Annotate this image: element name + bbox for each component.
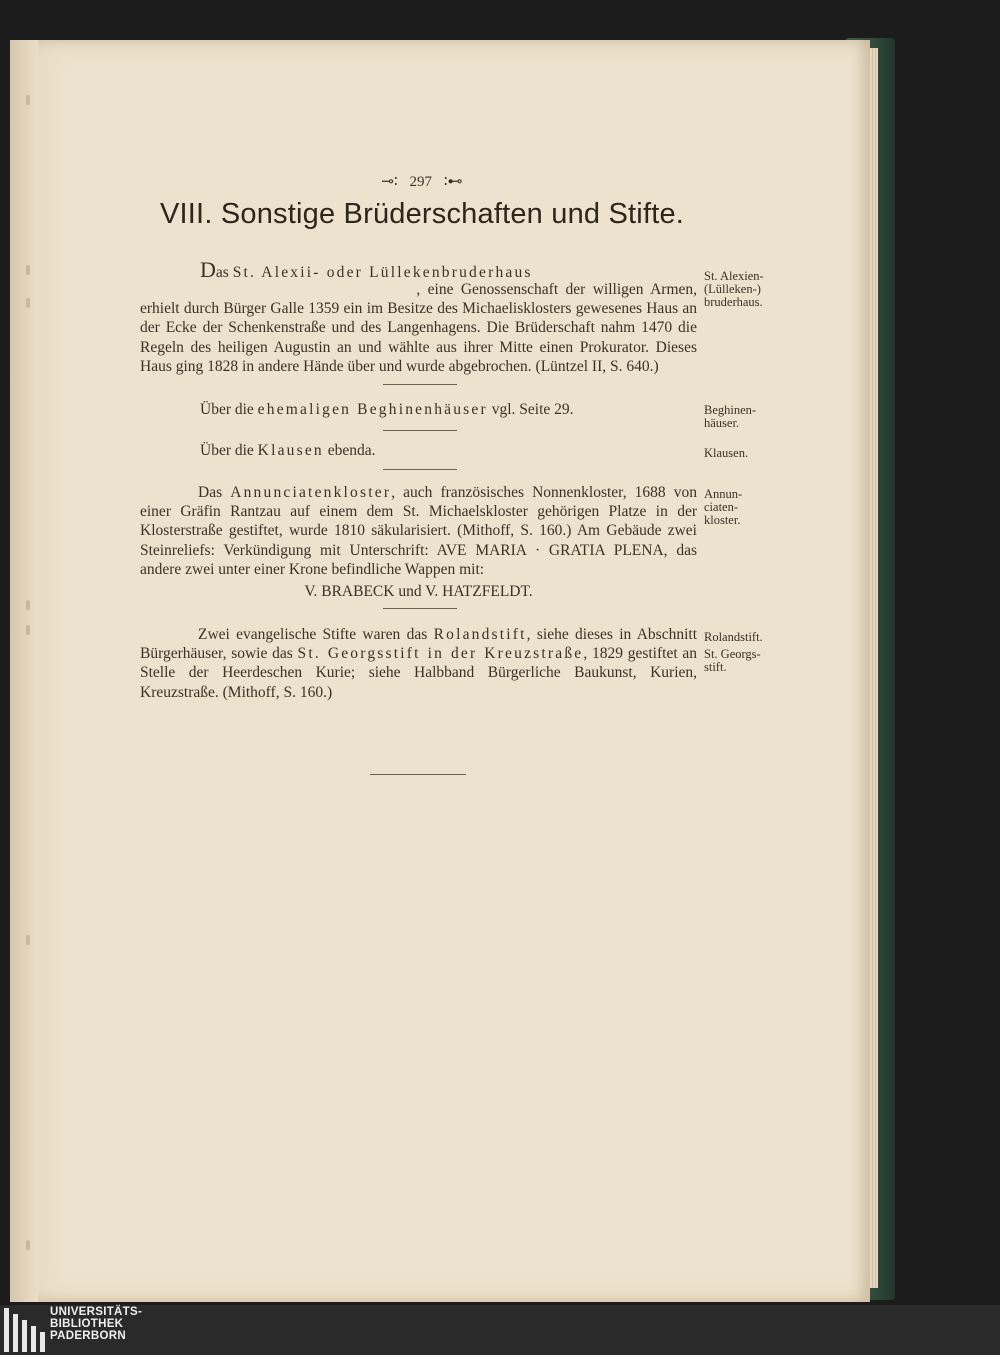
paragraph-klausen [200,441,697,460]
page-gutter [10,40,38,1302]
margin-note-alexii: St. Alexien- (Lülleken-) bruderhaus. [704,269,764,309]
text: Zwei evangelische Stifte waren das [198,626,434,643]
ornament-right: ∶⊷ [443,174,463,190]
section-divider [383,469,457,470]
binding-stitch [26,625,30,635]
end-divider [370,774,466,775]
drop-cap: D [200,257,216,282]
margin-note-annunciaten: Annun- ciaten- kloster. [704,487,743,527]
binding-stitch [26,600,30,610]
ornament-left: ⊸∶ [381,174,398,190]
text: , siehe dieses in Abschnitt Bürgerhäuser, sowie das [140,626,698,663]
chapter-heading: VIII. Sonstige Brüderschaften und Stifte. [160,198,685,230]
spaced-term: Annunciatenkloster [230,484,392,501]
margin-note-beghinen: Beghinen- häuser. [704,403,757,430]
spaced-term: Klausen [257,442,324,459]
logo-line: UNIVERSITÄTS- [50,1306,143,1318]
inscription: V. BRABECK und V. HATZFELDT. [304,583,533,600]
footer-bar [0,1305,1000,1355]
logo-line: BIBLIOTHEK [50,1318,124,1330]
margin-note-rolandstift: Rolandstift. [704,630,763,644]
section-divider [383,608,457,609]
spaced-term: St. Georgsstift in der Kreuzstraße [297,645,584,663]
spaced-term: ehemaligen Beghinenhäuser [257,401,488,418]
spaced-term: St. Alexii- oder Lüllekenbruderhaus [232,264,533,281]
text: vgl. Seite 29. [487,401,574,418]
margin-note-klausen: Klausen. [704,446,749,460]
logo-line: PADERBORN [50,1330,126,1342]
paragraph-alexii-body: , eine Genossenschaft der willigen Armen, erhielt durch Bürger Galle 1359 ein im Besitze des Michaelisklosters gewesenes Haus an der Ecke der Schenkenstraße und des Langenhagens. Die Brüderschaft nahm 1470 die Regeln des heiligen Augustin an und wählte aus ihrer Mitte einen Prokurator. Dieses Haus ging 1828 in andere Hände über und wurde abgebrochen. (Lüntzel II, S. 640.) [140,281,698,375]
paragraph-annunciaten [140,483,697,579]
section-divider [383,384,457,385]
paragraph-alexii [140,280,697,376]
page-number-value: 297 [409,174,433,190]
text: , auch französisches Nonnenkloster, 1688 von einer Gräfin Rantzau auf einem dem St. Michaelskloster gehörigen Platze in der Klosterstraße gestiftet, wurde 1810 säkularisiert. (Mithoff, S. 160.) Am Gebäude zwei Steinreliefs: Verkündigung mit Unterschrift: AVE MARIA · GRATIA PLENA, das andere zwei unter einer Krone befindliche Wappen mit: [140,484,697,578]
library-logo-text [50,1306,142,1342]
binding-stitch [26,265,30,275]
binding-stitch [26,1240,30,1250]
text: as [215,264,233,281]
text: Über die [200,442,258,459]
binding-stitch [26,95,30,105]
paragraph-alexii-first [200,257,697,282]
spaced-term: Rolandstift [433,626,527,643]
margin-note-georgsstift: St. Georgs- stift. [704,647,761,674]
section-divider [383,430,457,431]
text: ebenda. [323,442,376,459]
binding-stitch [26,298,30,308]
binding-stitch [26,935,30,945]
text: Über die [200,401,258,418]
text: , 1829 gestiftet an Stelle der Heerdeschen Kurie; siehe Halbband Bürgerliche Baukunst, Kurien, Kreuzstraße. (Mithoff, S. 160.) [140,645,697,701]
paragraph-beghinen [200,400,697,419]
page-number [372,172,472,191]
paragraph-stifte [140,625,697,702]
text: Das [198,484,231,501]
